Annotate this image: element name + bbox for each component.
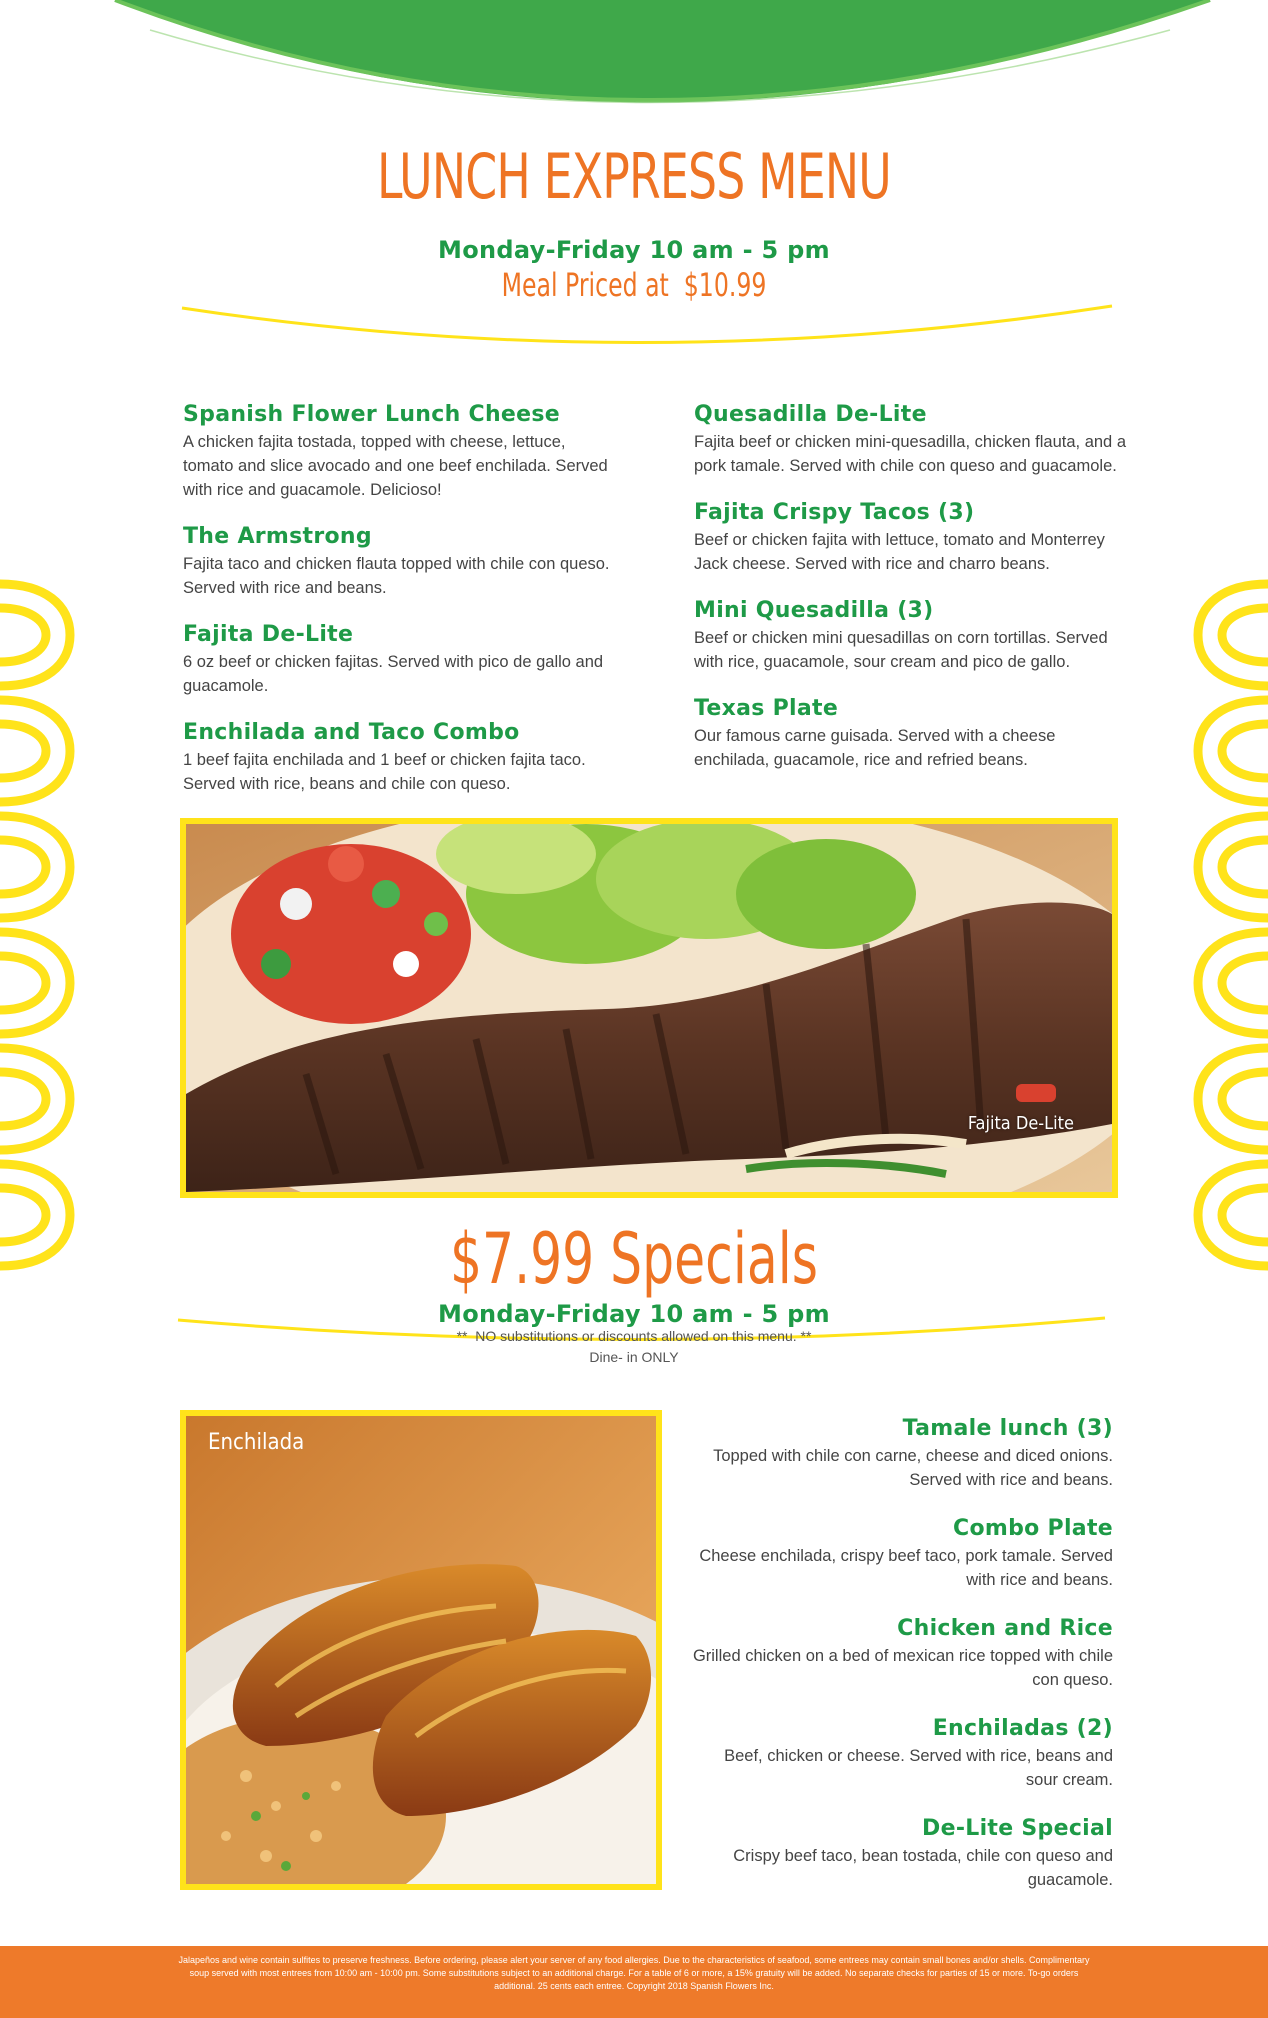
special-item — [688, 1816, 1113, 1892]
menu-item-description: Fajita beef or chicken mini-quesadilla, chicken flauta, and a pork tamale. Served with chile con queso and guacamole. — [694, 433, 1126, 475]
special-item-name: Enchiladas (2) — [932, 1716, 1113, 1741]
special-item-name: De-Lite Special — [922, 1816, 1113, 1841]
menu-item — [183, 524, 613, 600]
special-item — [688, 1516, 1113, 1592]
menu-item — [694, 500, 1126, 576]
menu-item — [183, 402, 613, 502]
special-item-description: Crispy beef taco, bean tostada, chile con queso and guacamole. — [733, 1847, 1113, 1889]
menu-item-description: A chicken fajita tostada, topped with cheese, lettuce, tomato and slice avocado and one beef enchilada. Served with rice and guacamole. Delicioso! — [183, 433, 608, 499]
menu-item-name: Spanish Flower Lunch Cheese — [183, 402, 560, 427]
specials-note: ** NO substitutions or discounts allowed on this menu. ** — [456, 1328, 812, 1344]
fajita-photo-caption: Fajita De-Lite — [967, 1113, 1074, 1134]
menu-item-description: Beef or chicken fajita with lettuce, tomato and Monterrey Jack cheese. Served with rice and charro beans. — [694, 531, 1105, 573]
specials-items-column — [688, 1416, 1113, 1916]
fajita-plate-illustration — [186, 824, 1112, 1192]
menu-item — [694, 402, 1126, 478]
menu-item-name: Fajita De-Lite — [183, 622, 354, 647]
enchilada-plate-illustration — [186, 1416, 656, 1884]
menu-item — [694, 598, 1126, 674]
fajita-photo — [180, 818, 1118, 1198]
special-item — [688, 1616, 1113, 1692]
menu-item — [183, 720, 613, 796]
enchilada-photo-caption: Enchilada — [208, 1430, 305, 1455]
special-item-name: Combo Plate — [953, 1516, 1113, 1541]
header-yellow-swoosh — [170, 298, 1120, 368]
menu-item-description: Beef or chicken mini quesadillas on corn tortillas. Served with rice, guacamole, sour cream and pico de gallo. — [694, 629, 1108, 671]
special-item — [688, 1716, 1113, 1792]
lunch-items-left-column — [183, 402, 613, 818]
right-yellow-swirl-decoration — [1188, 570, 1268, 1310]
top-green-arc — [0, 0, 1268, 115]
menu-title: LUNCH EXPRESS MENU — [377, 140, 891, 213]
specials-title: $7.99 Specials — [450, 1218, 818, 1300]
footer-disclaimer-text: Jalapeños and wine contain sulfites to preserve freshness. Before ordering, please alert your server of any food allergies. Due to the characteristics of seafood, some entrees may contain small bones and/or shells. Complimentary soup served with most entrees from 10:00 am - 10:00 pm. Some substitutions subject to an additional charge. For a table of 6 or more, a 15% gratuity will be added. No separate checks for parties of 15 or more. To-go orders additional. 25 cents each entree. Copyright 2018 Spanish Flowers Inc. — [178, 1955, 1090, 1991]
menu-item-name: Mini Quesadilla (3) — [694, 598, 934, 623]
menu-item-name: Enchilada and Taco Combo — [183, 720, 520, 745]
menu-item-description: 6 oz beef or chicken fajitas. Served with pico de gallo and guacamole. — [183, 653, 604, 695]
footer-disclaimer-bar — [0, 1946, 1268, 2018]
special-item-name: Chicken and Rice — [897, 1616, 1113, 1641]
special-item-description: Beef, chicken or cheese. Served with rice, beans and sour cream. — [724, 1747, 1113, 1789]
special-item-description: Topped with chile con carne, cheese and diced onions. Served with rice and beans. — [713, 1447, 1113, 1489]
menu-item — [183, 622, 613, 698]
menu-item-description: Fajita taco and chicken flauta topped with chile con queso. Served with rice and beans. — [183, 555, 610, 597]
special-item — [688, 1416, 1113, 1492]
enchilada-photo — [180, 1410, 662, 1890]
menu-item-name: Texas Plate — [694, 696, 839, 721]
specials-hours: Monday-Friday 10 am - 5 pm — [438, 1300, 830, 1328]
lunch-hours: Monday-Friday 10 am - 5 pm — [438, 236, 830, 264]
lunch-items-right-column — [694, 402, 1126, 794]
meal-price-line: Meal Priced at $10.99 — [501, 266, 767, 304]
left-yellow-swirl-decoration — [0, 570, 80, 1310]
menu-item-name: Quesadilla De-Lite — [694, 402, 927, 427]
menu-item-description: Our famous carne guisada. Served with a cheese enchilada, guacamole, rice and refried beans. — [694, 727, 1056, 769]
menu-item-name: Fajita Crispy Tacos (3) — [694, 500, 975, 525]
menu-item-name: The Armstrong — [183, 524, 372, 549]
special-item-description: Cheese enchilada, crispy beef taco, pork tamale. Served with rice and beans. — [699, 1547, 1113, 1589]
special-item-name: Tamale lunch (3) — [902, 1416, 1113, 1441]
menu-item — [694, 696, 1126, 772]
menu-item-description: 1 beef fajita enchilada and 1 beef or chicken fajita taco. Served with rice, beans and chile con queso. — [183, 751, 586, 793]
specials-dine-in: Dine- in ONLY — [589, 1349, 679, 1365]
special-item-description: Grilled chicken on a bed of mexican rice topped with chile con queso. — [692, 1647, 1113, 1689]
